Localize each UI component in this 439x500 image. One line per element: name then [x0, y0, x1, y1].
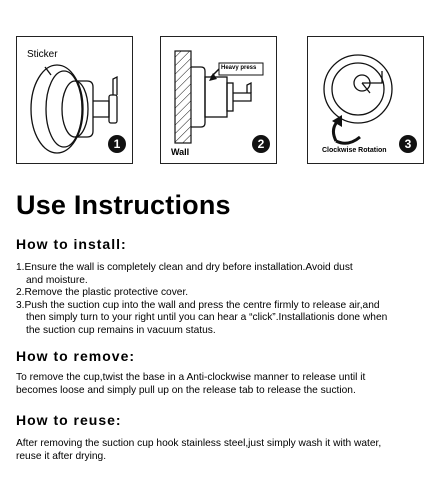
step-number-3: 3	[399, 135, 417, 153]
reuse-instructions	[16, 438, 381, 463]
step-number-1: 1	[108, 135, 126, 153]
reuse-line-2: reuse it after drying.	[16, 450, 107, 462]
page-title: Use Instructions	[16, 190, 231, 220]
install-line-1: 1.Ensure the wall is completely clean and dry before installation.Avoid dust	[16, 262, 353, 273]
sticker-label: Sticker	[27, 49, 58, 60]
install-line-2: and moisture.	[26, 274, 88, 286]
install-instructions	[16, 262, 387, 337]
remove-line-1: To remove the cup,twist the base in a Anti-clockwise manner to release until it	[16, 372, 366, 383]
step-number-2: 2	[252, 135, 270, 153]
wall-label: Wall	[171, 147, 190, 157]
install-line-3: 2.Remove the plastic protective cover.	[16, 287, 189, 298]
remove-line-2: becomes loose and simply pull up on the release tab to release the suction.	[16, 384, 356, 396]
remove-heading: How to remove:	[16, 348, 136, 364]
step-3-panel	[307, 36, 424, 164]
install-line-4: 3.Push the suction cup into the wall and press the centre firmly to release air,and	[16, 299, 380, 311]
step-2-panel	[160, 36, 277, 164]
step-1-panel	[16, 36, 133, 164]
install-line-5: then simply turn to your right until you can hear a “click”.Installationis done when	[26, 312, 388, 323]
heavy-press-callout: Heavy press	[221, 65, 257, 71]
reuse-line-1: After removing the suction cup hook stainless steel,just simply wash it with water,	[16, 438, 382, 449]
reuse-heading: How to reuse:	[16, 412, 122, 428]
install-heading: How to install:	[16, 236, 127, 252]
remove-instructions	[16, 372, 365, 397]
install-line-6: the suction cup remains in vacuum status.	[26, 324, 216, 336]
clockwise-rotation-label: Clockwise Rotation	[322, 147, 387, 154]
